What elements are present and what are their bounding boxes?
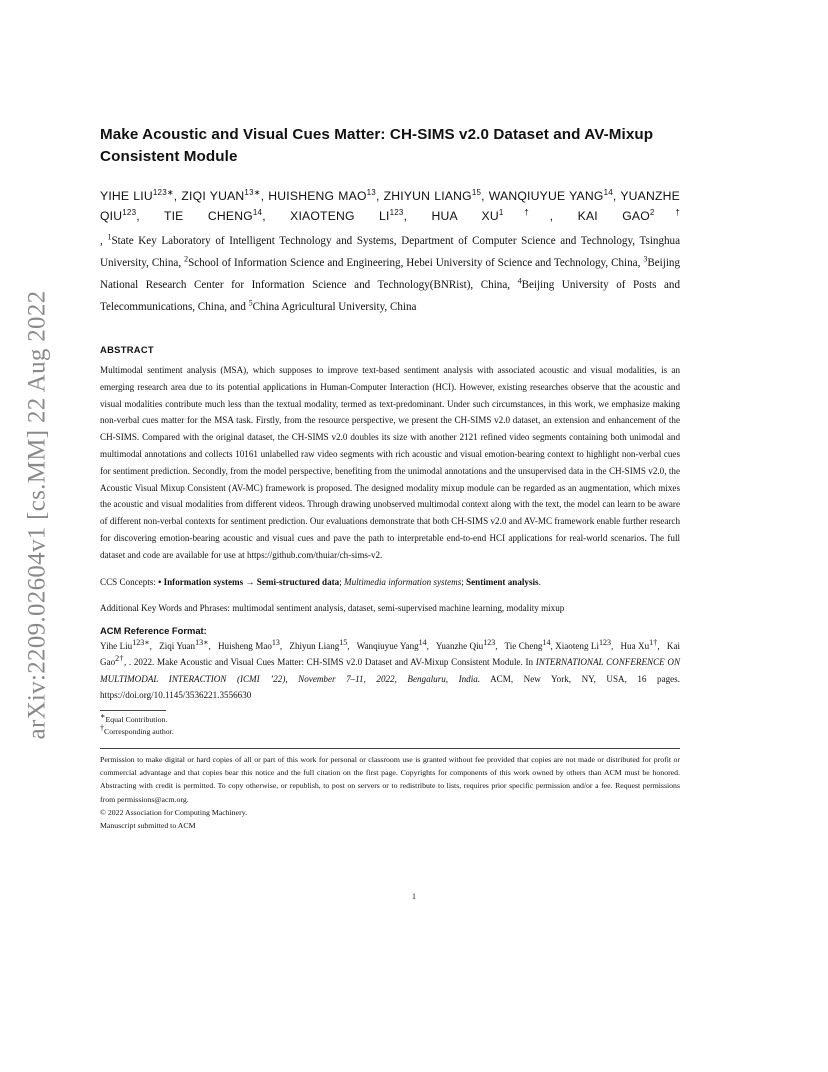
manuscript-note: Manuscript submitted to ACM bbox=[100, 820, 196, 830]
acm-reference: Yihe Liu$^{123∗}$, Ziqi Yuan$^{13∗}$, Huisheng Mao$^{13}$, Zhiyun Liang$^{15}$, Wanqiuyue Yang$^{14}$, Yuanzhe Qiu$^{123}$, Tie Cheng$^{14}$, Xiaoteng Li$^{123}$, Hua $Xu^{1\dagger}$, Kai Gao$^{2\dagger}$, . 2022. Make Acoustic and Visual Cues Matter: CH-SIMS v2.0 Dataset and AV-Mixup Consistent Module. In INTERNATIONAL CONFERENCE ON MULTIMODAL INTERACTION (ICMI ’22), November 7–11, 2022, Bengaluru, India. ACM, New York, NY, USA, 16 pages. https://doi.org/10.1145/3536221.3556630 bbox=[100, 637, 681, 701]
ref-author: Kai Gao bbox=[100, 640, 681, 668]
abstract-heading: ABSTRACT bbox=[100, 344, 154, 355]
ref-author: Tie Cheng bbox=[504, 640, 543, 651]
author-name: YUANZHE QIU bbox=[100, 189, 680, 223]
ref-sup: 15 bbox=[339, 637, 348, 647]
ref-sup: 123 bbox=[483, 637, 496, 647]
author-name: ZHIYUN LIANG bbox=[383, 189, 472, 203]
author-block bbox=[100, 186, 680, 226]
ccs-item: Multimedia information systems bbox=[344, 576, 462, 587]
author-line-1: YIHE $LIU^{123∗}$, ZIQI $YUAN^{13∗}$, HUISHENG MAO$^{13}$, ZHIYUN LIANG$^{15}$, WANQIUYUE YANG$^{14}$, YUANZHE QIU$^{123}$, TIE CHENG$^{14}$, XIAOTENG LI$^{123}$, HUA $XU^{1\dagger}$, KAI $GAO^{2\dagger}$ bbox=[100, 187, 680, 223]
author-sup: 123 bbox=[122, 207, 137, 217]
ref-venue: INTERNATIONAL CONFERENCE ON MULTIMODAL INTERACTION (ICMI ’22), November 7–11, 2022, Bengaluru, India. bbox=[100, 657, 681, 684]
ref-author: Zhiyun Liang bbox=[289, 640, 340, 651]
ref-text: ACM, New York, NY, USA, 16 pages. https://doi.org/10.1145/3536221.3556630 bbox=[100, 673, 680, 701]
ref-sup: 13 bbox=[271, 637, 280, 647]
affiliation: School of Information Science and Engineering, Hebei University of Science and Technology, China, bbox=[188, 257, 644, 269]
ref-author: Huisheng Mao bbox=[217, 640, 272, 651]
ccs-sep: ; bbox=[461, 576, 467, 587]
affiliation: China Agricultural University, China bbox=[252, 301, 417, 313]
ref-author: Yuanzhe Qiu bbox=[435, 640, 484, 651]
ref-sup: 14 bbox=[418, 637, 427, 647]
affiliation: Beijing National Research Center for Information Science and Technology(BNRist), China, bbox=[100, 257, 680, 291]
footnote-equal bbox=[100, 711, 680, 726]
ref-sup: 123 bbox=[598, 637, 611, 647]
ccs-sep: ; bbox=[339, 576, 345, 587]
permission-rule bbox=[100, 748, 680, 749]
permission-notice: Permission to make digital or hard copies of all or part of this work for personal or classroom use is granted without fee provided that copies are not made or distributed for profit or commercial advantage and that copies bear this notice and the full citation on the first page. Copyrights for components of this work owned by others than ACM must be honored. Abstracting with credit is permitted. To copy otherwise, or republish, to post on servers or to redistribute to lists, requires prior specific permission and/or a fee. Request permissions from permissions@acm.org. bbox=[100, 754, 680, 804]
ref-author: Hua Xu bbox=[620, 640, 650, 651]
affiliation: State Key Laboratory of Intelligent Technology and Systems, Department of Computer Science and Technology, Tsinghua University, China, bbox=[100, 235, 681, 269]
page-number: 1 bbox=[412, 892, 416, 901]
ref-text: , . 2022. Make Acoustic and Visual Cues Matter: CH-SIMS v2.0 Dataset and AV-Mixup Consistent Module. In bbox=[123, 657, 536, 668]
ref-sup: 13∗ bbox=[195, 637, 209, 647]
author-name: WANQIUYUE YANG bbox=[488, 189, 604, 203]
author-sup: 13 bbox=[366, 187, 376, 197]
footnote-rule bbox=[100, 710, 166, 711]
ccs-bullet: • bbox=[158, 576, 164, 587]
ref-author: Ziqi Yuan bbox=[159, 640, 196, 651]
arxiv-sidebar-stamp bbox=[22, 270, 52, 760]
ccs-end: . bbox=[538, 576, 541, 587]
ccs-label: CCS Concepts: bbox=[100, 576, 159, 587]
ref-author: Wanqiuyue Yang bbox=[356, 640, 419, 651]
ref-author: Yihe Liu bbox=[100, 640, 133, 651]
author-name: YIHE LIU bbox=[100, 189, 153, 203]
fn-text: Equal Contribution. bbox=[105, 714, 168, 724]
affiliations: , $^1$State Key Laboratory of Intelligent Technology and Systems, Department of Computer Science and Technology, Tsinghua University, China, $^2$School of Information Science and Engineering, Hebei University of Science and Technology, China, $^3$Beijing National Research Center for Information Science and Technology(BNRist), China, $^4$Beijing University of Posts and Telecommunications, China, and $^5$China Agricultural University, China bbox=[100, 232, 681, 313]
ref-sup: 14 bbox=[542, 637, 551, 647]
ref-sup: 123∗ bbox=[132, 637, 150, 647]
author-sup: 13∗ bbox=[244, 187, 261, 197]
fn-text: Corresponding author. bbox=[104, 726, 174, 736]
fn-mark: ∗ bbox=[100, 711, 106, 721]
paper-title: Make Acoustic and Visual Cues Matter: CH-SIMS v2.0 Dataset and AV-Mixup Consistent Module bbox=[100, 126, 654, 165]
author-sup: 15 bbox=[471, 187, 482, 197]
author-name: HUA XU bbox=[431, 209, 499, 223]
affiliation: Beijing University of Posts and Telecommunications, China, and bbox=[100, 279, 680, 313]
ref-sup: 1† bbox=[649, 637, 658, 647]
author-name: ZIQI YUAN bbox=[181, 189, 245, 203]
author-sup: 123 bbox=[389, 207, 404, 217]
abstract-text: Multimodal sentiment analysis (MSA), which supposes to improve text-based sentiment analysis with associated acoustic and visual modalities, is an emerging research area due to its potential applications in Human-Computer Interaction (HCI). However, existing researches observe that the acoustic and visual modalities contribute much less than the textual modality, termed as text-predominant. Under such circumstances, in this work, we emphasize making non-verbal cues matter for the MSA task. Firstly, from the resource perspective, we present the CH-SIMS v2.0 dataset, an extension and enhancement of the CH-SIMS. Compared with the original dataset, the CH-SIMS v2.0 doubles its size with another 2121 refined video segments containing both unimodal and multimodal annotations and collects 10161 unlabelled raw video segments with rich acoustic and visual emotion-bearing context to highlight non-verbal cues for sentiment prediction. Secondly, from the model perspective, benefiting from the unimodal annotations and the unsupervised data in the CH-SIMS v2.0, the Acoustic Visual Mixup Consistent (AV-MC) framework is proposed. The designed modality mixup module can be regarded as an augmentation, which mixes the acoustic and visual modalities from different videos. Through drawing unobserved multimodal context along with the text, the model can learn to be aware of different non-verbal contexts for sentiment prediction. Our evaluations demonstrate that both CH-SIMS v2.0 and AV-MC framework enable further research for discovering emotion-bearing acoustic and visual cues and pave the path to interpretable end-to-end HCI applications for real-world scenarios. The full dataset and code are available for use at https://github.com/thuiar/ch-sims-v2. bbox=[100, 365, 680, 560]
author-name: TIE CHENG bbox=[163, 209, 253, 223]
arxiv-id: arXiv:2209.02604v1 [cs.MM] 22 Aug 2022 bbox=[23, 290, 51, 740]
author-sup: 14 bbox=[603, 187, 613, 197]
author-sup: 123∗ bbox=[152, 187, 174, 197]
author-sup: 14 bbox=[252, 207, 263, 217]
footnote-corresponding bbox=[100, 723, 680, 738]
affil-sup: 4 bbox=[517, 276, 522, 286]
acm-ref-heading: ACM Reference Format: bbox=[100, 624, 207, 636]
affil-sup: 5 bbox=[248, 298, 253, 308]
affil-sup: 2 bbox=[184, 254, 189, 264]
author-name: HUISHENG MAO bbox=[268, 189, 367, 203]
ccs-item: Sentiment analysis bbox=[466, 576, 539, 587]
fn-mark: † bbox=[100, 723, 104, 733]
author-sup: 1† bbox=[498, 207, 550, 217]
ref-sup: 2† bbox=[115, 654, 124, 664]
affil-sup: 3 bbox=[643, 254, 648, 264]
keywords: Additional Key Words and Phrases: multimodal sentiment analysis, dataset, semi-supervised machine learning, modality mixup bbox=[100, 602, 565, 613]
copyright: © 2022 Association for Computing Machinery. bbox=[100, 807, 248, 817]
ccs-item: Information systems → Semi-structured data bbox=[163, 576, 340, 587]
author-sup: 2† bbox=[649, 207, 680, 217]
author-name: KAI GAO bbox=[577, 209, 650, 223]
author-name: XIAOTENG LI bbox=[290, 209, 390, 223]
affil-sup: 1 bbox=[107, 232, 112, 242]
ccs-concepts bbox=[100, 574, 680, 590]
paper-page bbox=[100, 124, 680, 832]
ref-author: Xiaoteng Li bbox=[555, 640, 599, 651]
